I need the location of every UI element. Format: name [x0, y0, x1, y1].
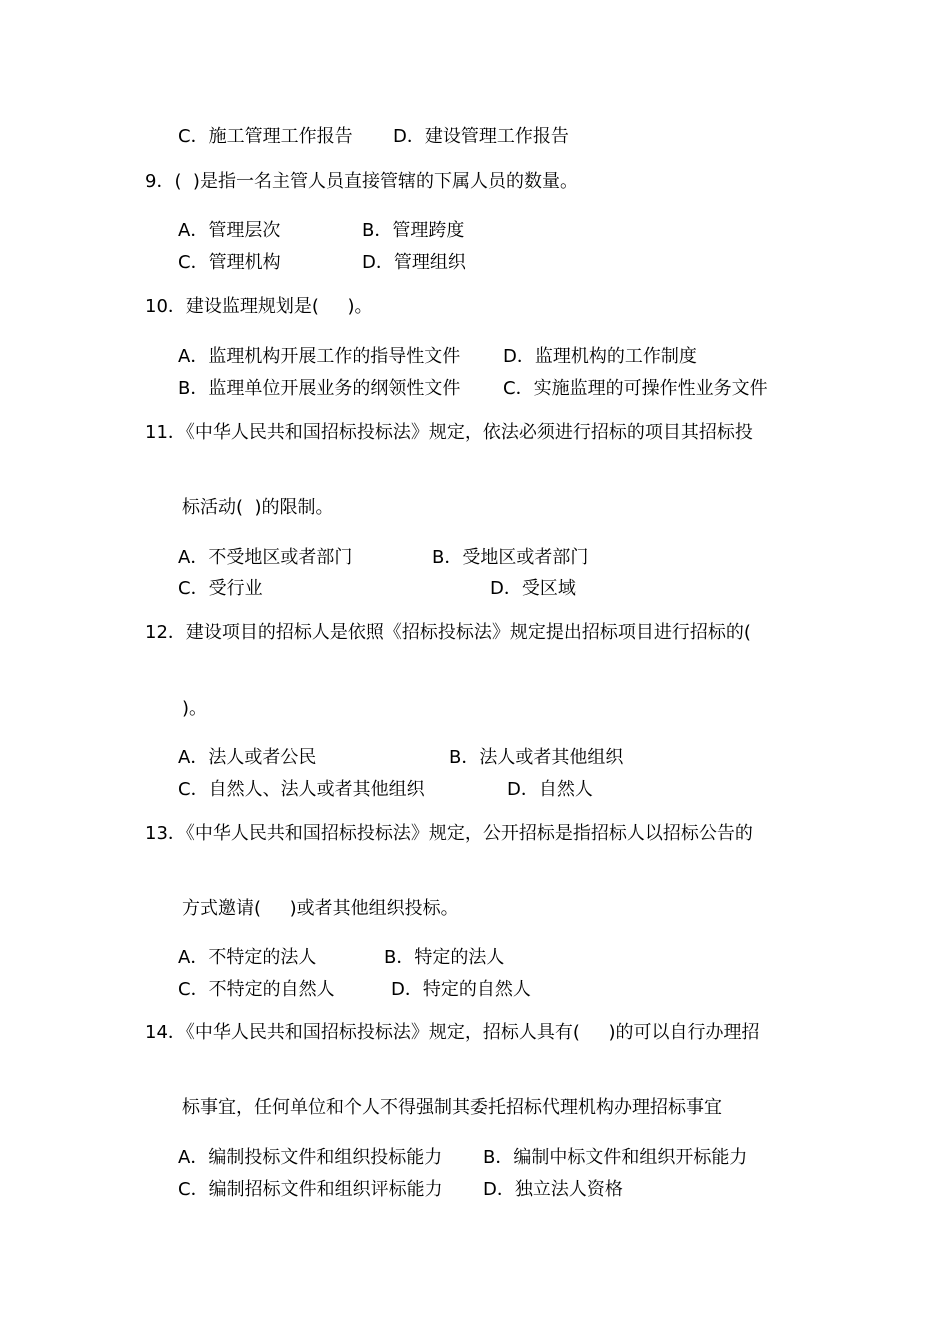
q9-stem: 9．( )是指一名主管人员直接管辖的下属人员的数量。	[145, 171, 578, 192]
q12-option-d: D．自然人	[507, 779, 593, 800]
q13-option-c: C．不特定的自然人	[178, 979, 335, 1000]
q10-option-b: B．监理单位开展业务的纲领性文件	[178, 378, 461, 399]
q12-stem-line1: 12．建设项目的招标人是依照《招标投标法》规定提出招标项目进行招标的(	[145, 622, 751, 643]
q12-option-a: A．法人或者公民	[178, 747, 317, 768]
q11-option-d: D．受区域	[490, 578, 576, 599]
q11-option-b: B．受地区或者部门	[432, 547, 589, 568]
q9-option-d: D．管理组织	[362, 252, 466, 273]
q11-option-c: C．受行业	[178, 578, 263, 599]
q14-option-c: C．编制招标文件和组织评标能力	[178, 1179, 443, 1200]
q13-option-b: B．特定的法人	[384, 947, 505, 968]
q13-option-a: A．不特定的法人	[178, 947, 317, 968]
q10-stem: 10．建设监理规划是( )。	[145, 296, 373, 317]
q13-stem-line1: 13．《中华人民共和国招标投标法》规定，公开招标是指招标人以招标公告的	[145, 823, 753, 844]
q12-stem-line2: )。	[182, 698, 208, 719]
q11-stem-line2: 标活动( )的限制。	[182, 497, 334, 518]
q12-option-c: C．自然人、法人或者其他组织	[178, 779, 425, 800]
q14-option-b: B．编制中标文件和组织开标能力	[483, 1147, 748, 1168]
q8-option-d: D．建设管理工作报告	[393, 126, 569, 147]
q13-stem-line2: 方式邀请( )或者其他组织投标。	[182, 898, 459, 919]
q10-option-d: D．监理机构的工作制度	[503, 346, 697, 367]
q9-option-a: A．管理层次	[178, 220, 281, 241]
q10-option-a: A．监理机构开展工作的指导性文件	[178, 346, 461, 367]
q9-option-b: B．管理跨度	[362, 220, 465, 241]
q14-stem-line2: 标事宜，任何单位和个人不得强制其委托招标代理机构办理招标事宜	[182, 1097, 722, 1118]
q11-stem-line1: 11．《中华人民共和国招标投标法》规定，依法必须进行招标的项目其招标投	[145, 422, 753, 443]
q14-option-a: A．编制投标文件和组织投标能力	[178, 1147, 443, 1168]
q14-option-d: D．独立法人资格	[483, 1179, 623, 1200]
q8-option-c: C．施工管理工作报告	[178, 126, 353, 147]
q10-option-c: C．实施监理的可操作性业务文件	[503, 378, 768, 399]
q9-option-c: C．管理机构	[178, 252, 281, 273]
q13-option-d: D．特定的自然人	[391, 979, 531, 1000]
q12-option-b: B．法人或者其他组织	[449, 747, 624, 768]
q14-stem-line1: 14．《中华人民共和国招标投标法》规定，招标人具有( )的可以自行办理招	[145, 1022, 760, 1043]
q11-option-a: A．不受地区或者部门	[178, 547, 353, 568]
